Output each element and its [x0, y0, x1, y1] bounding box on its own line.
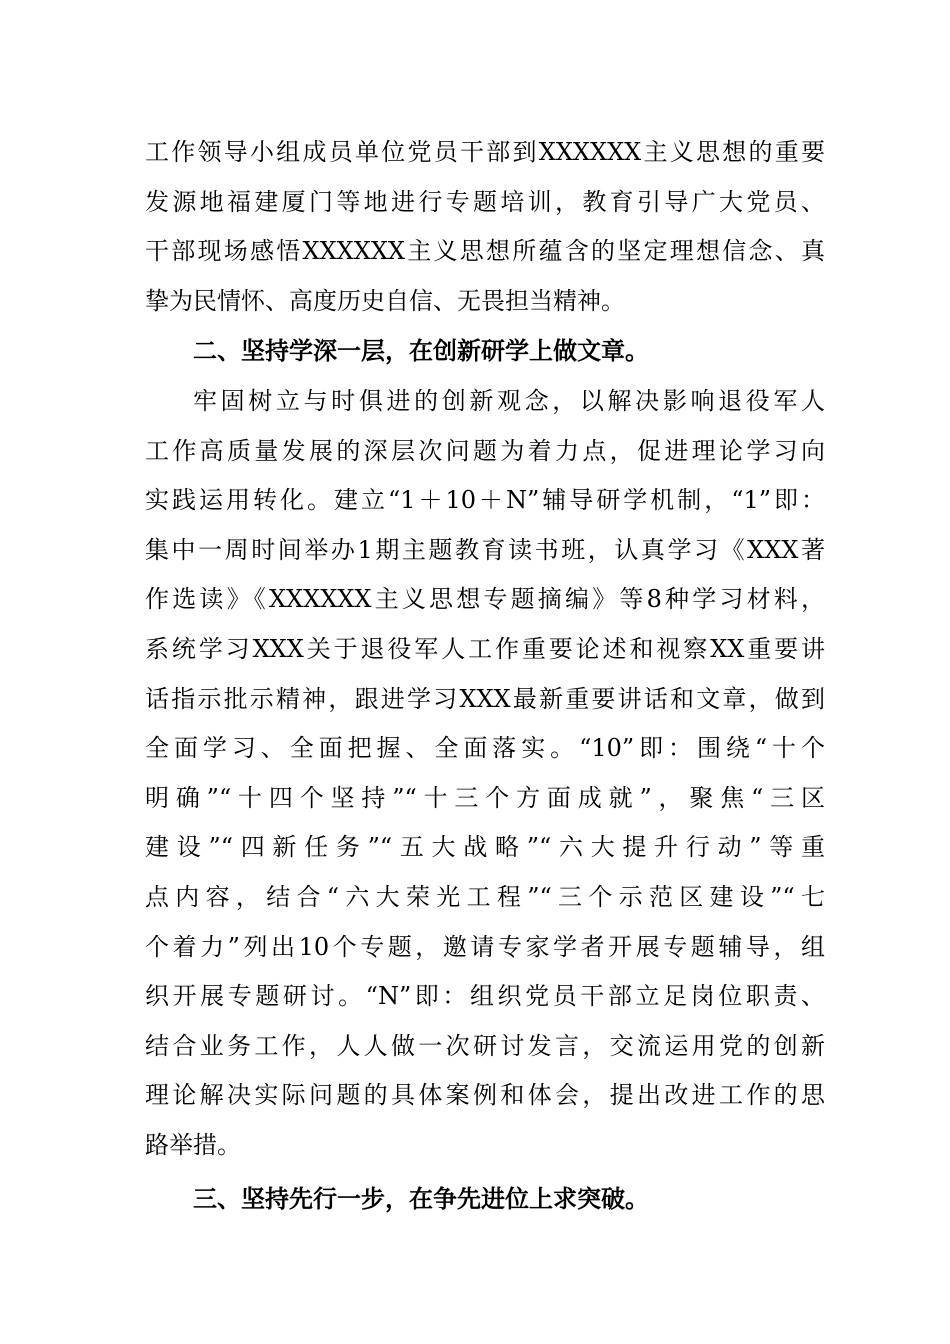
paragraph-line: 理论解决实际问题的具体案例和体会，提出改进工作的思: [145, 1081, 825, 1110]
paragraph-line: 织开展专题研讨。“N”即：组织党员干部立足岗位职责、: [145, 982, 825, 1011]
paragraph-line: 发源地福建厦门等地进行专题培训，教育引导广大党员、: [145, 187, 825, 216]
paragraph-line: 建设”“四新任务”“五大战略”“六大提升行动”等重: [145, 833, 825, 862]
paragraph-line: 点内容，结合“六大荣光工程”“三个示范区建设”“七: [145, 882, 825, 911]
paragraph-line: 工作高质量发展的深层次问题为着力点，促进理论学习向: [145, 436, 825, 465]
paragraph-line: 全面学习、全面把握、全面落实。“10”即：围绕“十个: [145, 734, 825, 763]
paragraph-line: 系统学习XXX关于退役军人工作重要论述和视察XX重要讲: [145, 634, 825, 663]
paragraph-line: 结合业务工作，人人做一次研讨发言，交流运用党的创新: [145, 1031, 825, 1060]
paragraph-line: 牢固树立与时俱进的创新观念，以解决影响退役军人: [193, 387, 825, 415]
section-heading-2: [145, 327, 825, 377]
paragraph-line: 个着力”列出10个专题，邀请专家学者开展专题辅导，组: [145, 932, 825, 961]
paragraph-line: 实践运用转化。建立“1＋10＋N”辅导研学机制，“1”即：: [145, 486, 825, 515]
paragraph-line: 路举措。: [145, 1130, 241, 1159]
paragraph-line: 工作领导小组成员单位党员干部到XXXXXX主义思想的重要: [145, 138, 825, 166]
paragraph-line: 话指示批示精神，跟进学习XXX最新重要讲话和文章，做到: [145, 684, 825, 713]
section-2-paragraph: [145, 377, 825, 1171]
paragraph-line: 挚为民情怀、高度历史自信、无畏担当精神。: [145, 286, 625, 315]
paragraph-line: 干部现场感悟XXXXXX主义思想所蕴含的坚定理想信念、真: [145, 237, 825, 266]
section-heading-text: 二、坚持学深一层，在创新研学上做文章。: [193, 337, 649, 365]
section-heading-3: [145, 1175, 825, 1225]
paragraph-line: 作选读》《XXXXXX主义思想专题摘编》等8种学习材料，: [145, 585, 825, 614]
paragraph-line: 集中一周时间举办1期主题教育读书班，认真学习《XXX著: [145, 535, 825, 564]
paragraph-line: 明确”“十四个坚持”“十三个方面成就”，聚焦“三区: [145, 783, 825, 812]
paragraph-continued: [145, 128, 825, 326]
section-heading-text: 三、坚持先行一步，在争先进位上求突破。: [193, 1185, 649, 1213]
